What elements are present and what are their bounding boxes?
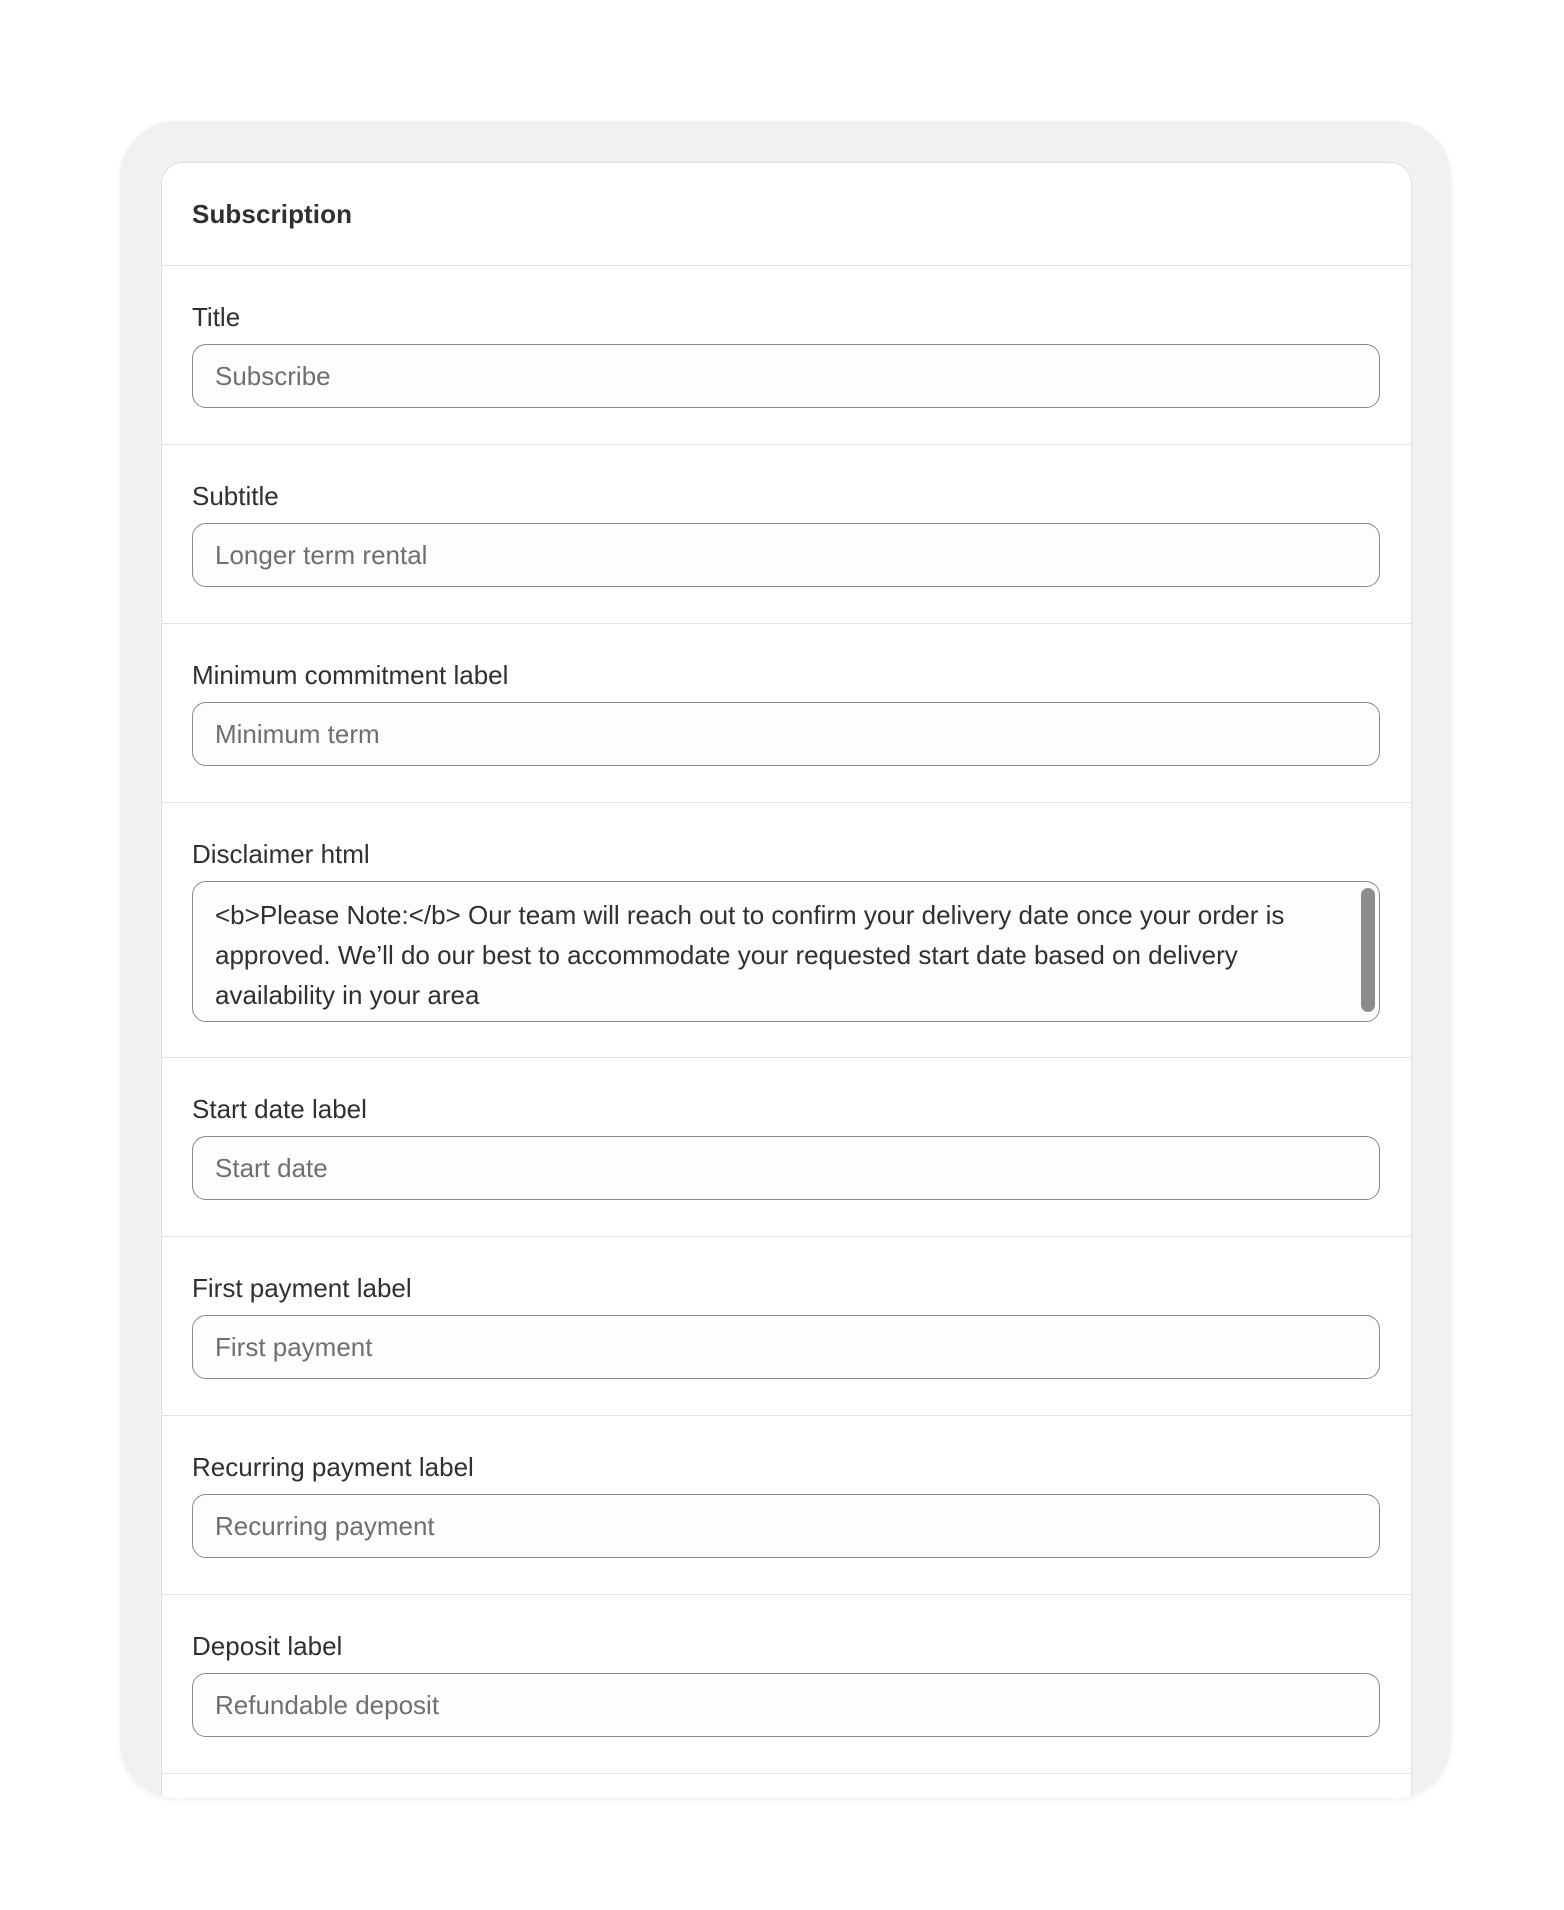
minimum-commitment-input[interactable] bbox=[192, 702, 1380, 766]
title-field-label: Title bbox=[192, 302, 241, 332]
first-payment-field-label: First payment label bbox=[192, 1273, 412, 1303]
subtitle-field-section bbox=[162, 445, 1411, 624]
card-header bbox=[162, 163, 1411, 266]
disclaimer-field-label: Disclaimer html bbox=[192, 839, 370, 869]
title-field-section bbox=[162, 266, 1411, 445]
subscription-card bbox=[161, 162, 1412, 1798]
recurring-payment-input[interactable] bbox=[192, 1494, 1380, 1558]
disclaimer-textarea[interactable] bbox=[192, 881, 1380, 1022]
start-date-field-section bbox=[162, 1058, 1411, 1237]
disclaimer-textarea-value[interactable]: <b>Please Note:</b> Our team will reach out to confirm your delivery date once your order is approved. We’ll do our best to accommodate your requested start date based on delivery availability in your area bbox=[215, 900, 1285, 1010]
deposit-field-label: Deposit label bbox=[192, 1631, 343, 1661]
recurring-payment-field-label: Recurring payment label bbox=[192, 1452, 474, 1482]
start-date-field-label: Start date label bbox=[192, 1094, 367, 1124]
settings-panel-frame bbox=[120, 121, 1451, 1798]
subtitle-field-label: Subtitle bbox=[192, 481, 279, 511]
start-date-input[interactable] bbox=[192, 1136, 1380, 1200]
title-input[interactable] bbox=[192, 344, 1380, 408]
subtitle-input[interactable] bbox=[192, 523, 1380, 587]
disclaimer-scrollbar-thumb[interactable] bbox=[1361, 888, 1375, 1012]
recurring-payment-field-section bbox=[162, 1416, 1411, 1595]
disclaimer-field-section bbox=[162, 803, 1411, 1058]
first-payment-input[interactable] bbox=[192, 1315, 1380, 1379]
minimum-commitment-field-label: Minimum commitment label bbox=[192, 660, 509, 690]
card-title: Subscription bbox=[192, 199, 353, 229]
minimum-commitment-field-section bbox=[162, 624, 1411, 803]
deposit-input[interactable] bbox=[192, 1673, 1380, 1737]
first-payment-field-section bbox=[162, 1237, 1411, 1416]
deposit-field-section bbox=[162, 1595, 1411, 1774]
